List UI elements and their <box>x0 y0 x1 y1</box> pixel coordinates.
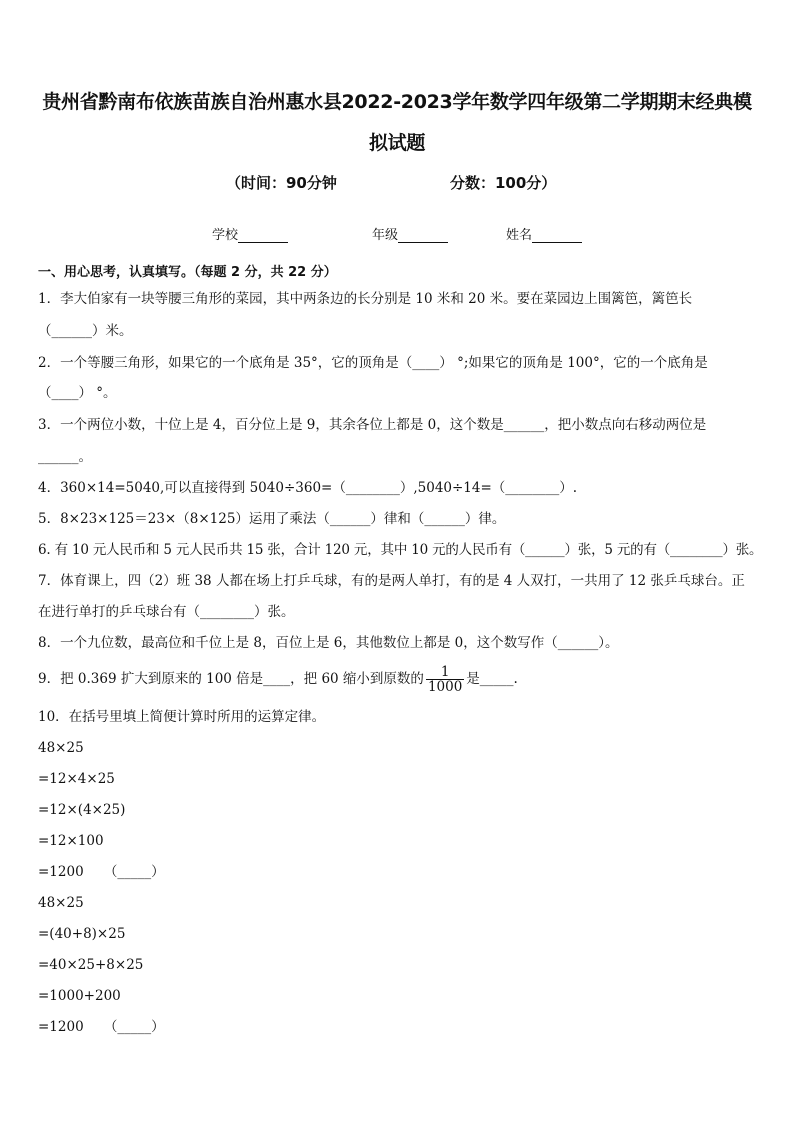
question-9-text: 9．把 0.369 扩大到原来的 100 倍是____，把 60 缩小到原数的 <box>38 671 424 687</box>
grade-field <box>372 224 448 243</box>
question-7: 7．体育课上，四（2）班 38 人都在场上打乒乓球，有的是两人单打，有的是 4 人双打，一共用了 12 张乒乓球台。正 <box>38 573 745 589</box>
calc-step: =(40+8)×25 <box>38 926 126 942</box>
name-blank <box>532 229 582 243</box>
grade-label: 年级 <box>372 228 399 243</box>
calc-step: =40×25+8×25 <box>38 957 144 973</box>
question-2-continued: （____） °。 <box>38 385 117 401</box>
fraction <box>426 665 464 694</box>
question-3-continued: ______。 <box>38 449 92 465</box>
calc-step: =12×(4×25) <box>38 802 126 818</box>
exam-title-continued: 拟试题 <box>368 132 426 154</box>
question-6: 6. 有 10 元人民币和 5 元人民币共 15 张，合计 120 元，其中 10 元的人民币有（______）张，5 元的有（________）张。 <box>38 542 763 558</box>
question-5: 5．8×23×125＝23×（8×125）运用了乘法（______）律和（______）律。 <box>38 511 506 527</box>
question-10: 10．在括号里填上简便计算时所用的运算定律。 <box>38 709 326 725</box>
fraction-numerator: 1 <box>426 665 464 680</box>
name-label: 姓名 <box>506 228 533 243</box>
question-7-continued: 在进行单打的乒乓球台有（________）张。 <box>38 604 295 620</box>
school-field <box>212 224 288 243</box>
question-9-text-end: 是_____. <box>466 671 518 687</box>
exam-title: 贵州省黔南布依族苗族自治州惠水县2022-2023学年数学四年级第二学期期末经典模 <box>42 91 752 113</box>
question-8: 8．一个九位数，最高位和千位上是 8，百位上是 6，其他数位上都是 0，这个数写作（______）。 <box>38 635 619 651</box>
calc-step: 48×25 <box>38 895 84 911</box>
name-field <box>506 224 582 243</box>
question-1-continued: （______）米。 <box>38 323 133 339</box>
grade-blank <box>398 229 448 243</box>
calc-step-answer: =1200 （_____） <box>38 864 165 880</box>
school-blank <box>238 229 288 243</box>
exam-time: （时间：90分钟 <box>226 174 337 192</box>
fraction-denominator: 1000 <box>427 679 463 695</box>
section-heading: 一、用心思考，认真填写。（每题 2 分，共 22 分） <box>38 265 337 280</box>
school-label: 学校 <box>212 228 239 243</box>
question-4: 4．360×14=5040,可以直接得到 5040÷360=（________）,5040÷14=（________）. <box>38 480 578 496</box>
calc-step: =1000+200 <box>38 988 121 1004</box>
calc-step: =12×100 <box>38 833 104 849</box>
exam-score: 分数：100分） <box>450 174 557 192</box>
calc-step: =12×4×25 <box>38 771 115 787</box>
question-1: 1．李大伯家有一块等腰三角形的菜园，其中两条边的长分别是 10 米和 20 米。要在菜园边上围篱笆，篱笆长 <box>38 291 693 307</box>
calc-step: 48×25 <box>38 740 84 756</box>
calc-step-answer: =1200 （_____） <box>38 1019 165 1035</box>
question-3: 3．一个两位小数，十位上是 4，百分位上是 9，其余各位上都是 0，这个数是______，把小数点向右移动两位是 <box>38 417 707 433</box>
question-2: 2．一个等腰三角形，如果它的一个底角是 35°，它的顶角是（____） °;如果它的顶角是 100°，它的一个底角是 <box>38 355 708 371</box>
question-9 <box>38 664 518 694</box>
